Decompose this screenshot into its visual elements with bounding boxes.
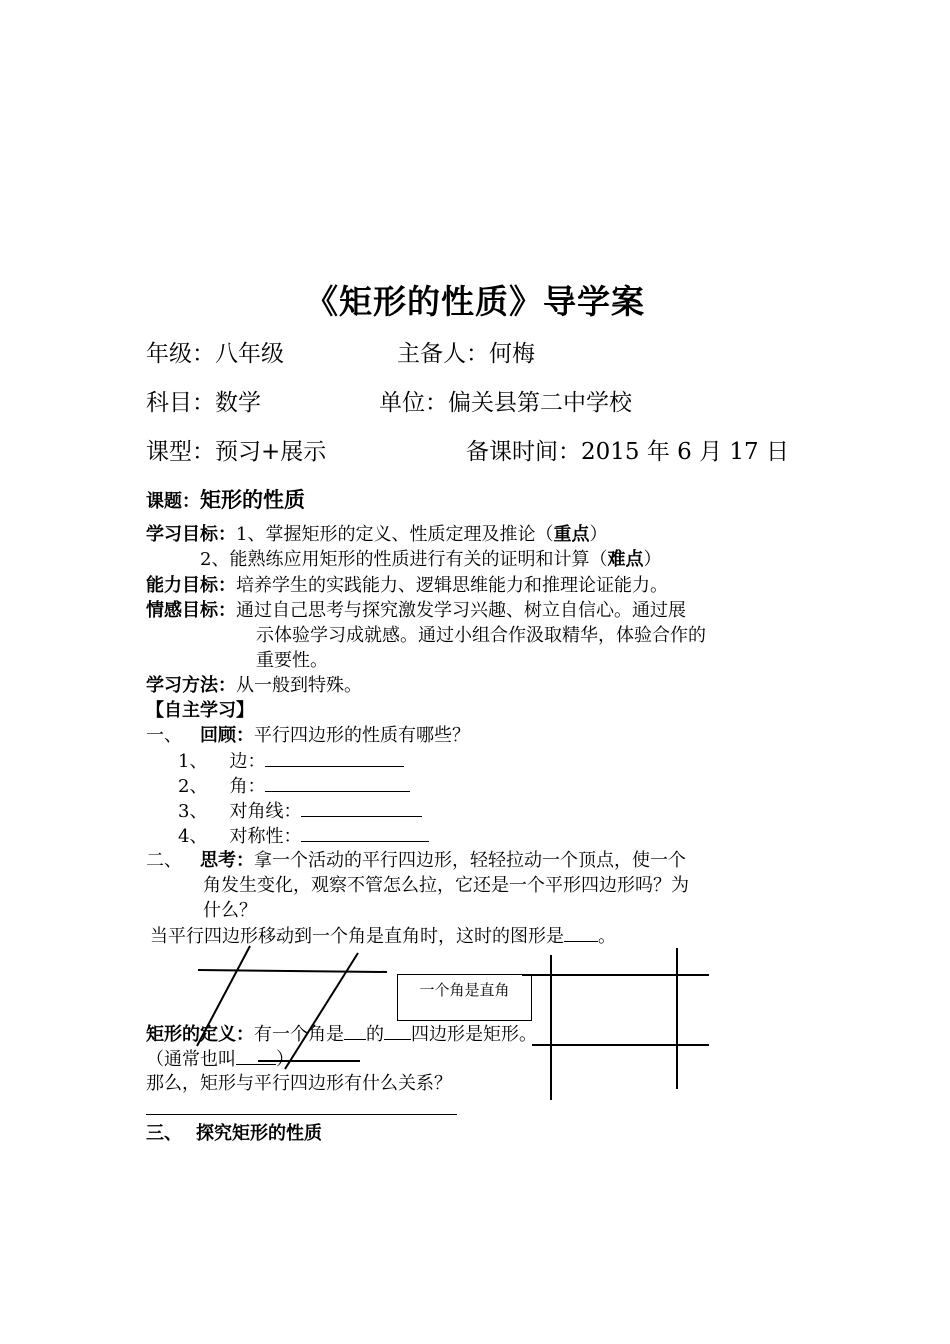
prep-date: 备课时间：2015 年 6 月 17 日 bbox=[466, 439, 789, 465]
goal-2-end: ） bbox=[643, 549, 662, 570]
review-text: 平行四边形的性质有哪些？ bbox=[254, 725, 470, 746]
answer-blank[interactable] bbox=[384, 1021, 411, 1040]
emotion-line-2: 示体验学习成就感。通过小组合作汲取精华，体验合作的 bbox=[256, 625, 706, 646]
goal-line-2 bbox=[200, 547, 661, 572]
parallelogram-top-edge bbox=[198, 970, 387, 972]
move-text: 当平行四边形移动到一个角是直角时，这时的图形是 bbox=[150, 926, 564, 947]
preparer: 主备人：何梅 bbox=[397, 341, 535, 367]
page-title: 《矩形的性质》导学案 bbox=[305, 282, 645, 321]
review-item-label: 角： bbox=[229, 776, 266, 797]
goal-1-end: ） bbox=[589, 524, 608, 545]
emotion-line-3: 重要性。 bbox=[256, 650, 328, 671]
think-line-1 bbox=[146, 848, 686, 873]
review-item bbox=[178, 748, 404, 774]
also-called bbox=[146, 1046, 294, 1072]
topic-label: 课题： bbox=[146, 491, 200, 512]
definition-part-3: 四边形是矩形。 bbox=[411, 1024, 537, 1045]
review-item bbox=[178, 798, 422, 824]
review-item bbox=[178, 773, 410, 799]
think-line-3: 什么？ bbox=[203, 900, 257, 921]
ability-text: 培养学生的实践能力、逻辑思维能力和推理论证能力。 bbox=[236, 575, 668, 596]
topic-value: 矩形的性质 bbox=[200, 488, 305, 512]
grade: 年级：八年级 bbox=[146, 341, 284, 367]
review-num: 一、 bbox=[146, 725, 182, 746]
think-text-1: 拿一个活动的平行四边形，轻轻拉动一个顶点，使一个 bbox=[254, 850, 686, 871]
relation-question: 那么，矩形与平行四边形有什么关系？ bbox=[146, 1073, 452, 1094]
emotion-line-1: 通过自己思考与探究激发学习兴趣、树立自信心。通过展 bbox=[236, 600, 686, 621]
goal-1-key: 重点 bbox=[553, 524, 590, 545]
also-called-close: ） bbox=[276, 1049, 294, 1070]
rectangle-definition bbox=[146, 1021, 537, 1047]
review-item-label: 对称性： bbox=[229, 826, 302, 847]
think-line-2: 角发生变化，观察不管怎么拉，它还是一个平形四边形吗？为 bbox=[203, 875, 689, 896]
method-label: 学习方法： bbox=[146, 675, 236, 696]
review-item-num: 2、 bbox=[178, 776, 208, 797]
answer-line[interactable] bbox=[146, 1114, 457, 1115]
explore-num: 三、 bbox=[146, 1123, 182, 1144]
self-study-heading: 【自主学习】 bbox=[146, 700, 254, 721]
review-item-num: 1、 bbox=[178, 751, 208, 772]
explore-label: 探究矩形的性质 bbox=[196, 1123, 322, 1144]
subject: 科目：数学 bbox=[146, 390, 261, 416]
answer-blank[interactable] bbox=[301, 798, 422, 817]
goal-1-text: 1、掌握矩形的定义、性质定理及推论（ bbox=[236, 524, 554, 545]
review-item-num: 4、 bbox=[178, 826, 208, 847]
think-label: 思考： bbox=[200, 850, 254, 871]
figure-label-box: 一个角是直角 bbox=[397, 974, 532, 1021]
answer-blank[interactable] bbox=[344, 1021, 366, 1040]
emotion-goal bbox=[146, 598, 686, 623]
answer-blank[interactable] bbox=[301, 823, 429, 842]
definition-part-2: 的 bbox=[366, 1024, 384, 1045]
move-end: 。 bbox=[598, 926, 616, 947]
answer-blank[interactable] bbox=[265, 773, 410, 792]
ability-label: 能力目标： bbox=[146, 575, 236, 596]
review-item-num: 3、 bbox=[178, 801, 208, 822]
topic bbox=[146, 484, 305, 514]
definition-part-1: 有一个角是 bbox=[254, 1024, 344, 1045]
move-question bbox=[150, 923, 616, 949]
goals-label: 学习目标： bbox=[146, 524, 236, 545]
parallelogram-right-edge bbox=[285, 953, 358, 1069]
goal-line-1 bbox=[146, 522, 607, 547]
study-method bbox=[146, 673, 362, 698]
definition-label: 矩形的定义： bbox=[146, 1024, 254, 1045]
review-line bbox=[146, 723, 470, 748]
lesson-type: 课型：预习+展示 bbox=[146, 439, 327, 465]
emotion-label: 情感目标： bbox=[146, 600, 236, 621]
review-item-label: 边： bbox=[229, 751, 266, 772]
think-num: 二、 bbox=[146, 850, 182, 871]
ability-goal bbox=[146, 573, 668, 598]
review-label: 回顾： bbox=[200, 725, 254, 746]
unit: 单位：偏关县第二中学校 bbox=[379, 390, 632, 416]
review-item bbox=[178, 823, 429, 849]
goal-2-text: 2、能熟练应用矩形的性质进行有关的证明和计算（ bbox=[200, 549, 608, 570]
goal-2-key: 难点 bbox=[607, 549, 644, 570]
also-called-open: （通常也叫 bbox=[146, 1049, 236, 1070]
method-text: 从一般到特殊。 bbox=[236, 675, 362, 696]
explore-heading bbox=[146, 1121, 322, 1146]
answer-blank[interactable] bbox=[236, 1046, 276, 1065]
answer-blank[interactable] bbox=[564, 923, 598, 942]
review-item-label: 对角线： bbox=[229, 801, 302, 822]
answer-blank[interactable] bbox=[265, 748, 404, 767]
